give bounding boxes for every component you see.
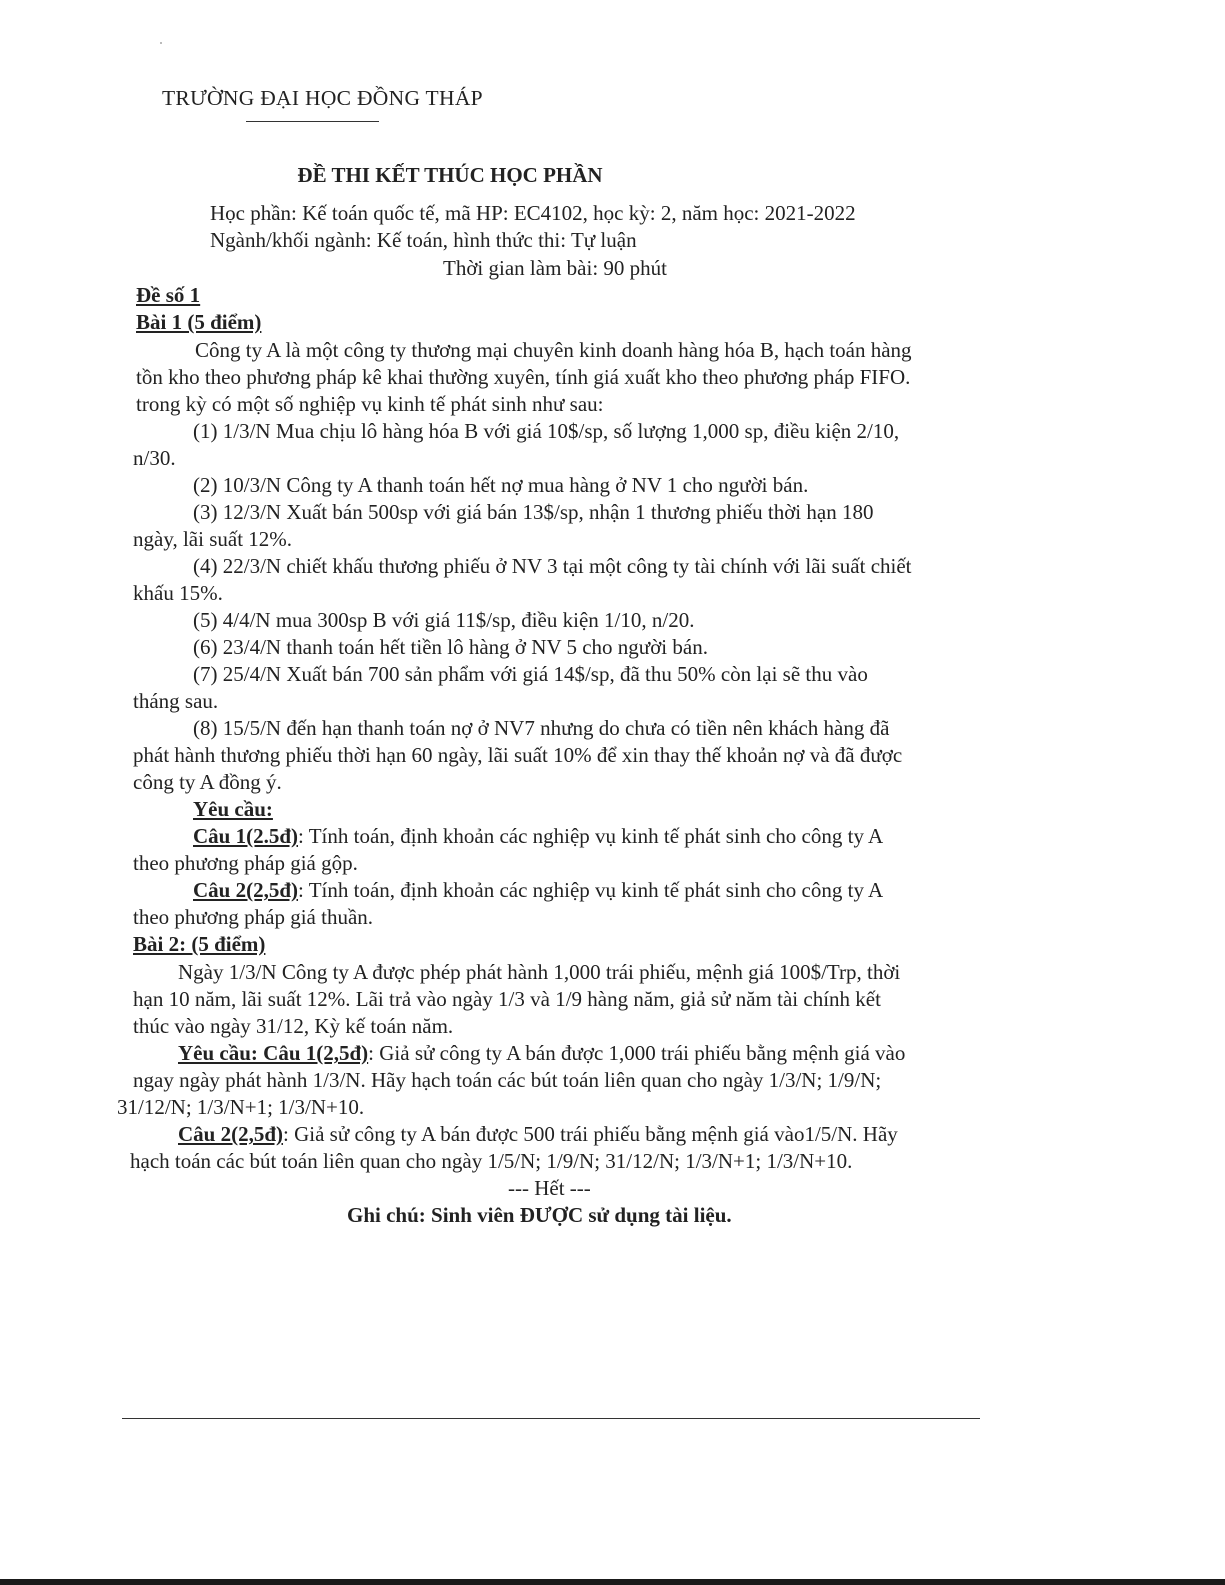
- bai2-question-1-cont: 31/12/N; 1/3/N+1; 1/3/N+10.: [117, 1095, 365, 1119]
- question-label: Câu 2(2,5đ): [193, 878, 299, 902]
- bai2-intro-line: hạn 10 năm, lãi suất 12%. Lãi trả vào ngày 1/3 và 1/9 hàng năm, giả sử năm tài chính kết: [133, 987, 881, 1011]
- transaction-1: (1) 1/3/N Mua chịu lô hàng hóa B với giá 10$/sp, số lượng 1,000 sp, điều kiện 2/10,: [193, 419, 900, 443]
- bai1-intro-line: tồn kho theo phương pháp kê khai thường xuyên, tính giá xuất kho theo phương pháp FIFO.: [136, 365, 911, 389]
- question-text: : Tính toán, định khoản các nghiệp vụ kinh tế phát sinh cho công ty A: [298, 878, 884, 902]
- bai1-question-2-cont: theo phương pháp giá thuần.: [133, 905, 374, 929]
- bai2-intro-line: Ngày 1/3/N Công ty A được phép phát hành 1,000 trái phiếu, mệnh giá 100$/Trp, thời: [178, 960, 901, 984]
- bai1-heading: Bài 1 (5 điểm): [136, 310, 262, 334]
- question-text: : Tính toán, định khoản các nghiệp vụ kinh tế phát sinh cho công ty A: [298, 824, 884, 848]
- transaction-8: (8) 15/5/N đến hạn thanh toán nợ ở NV7 nhưng do chưa có tiền nên khách hàng đã: [193, 716, 890, 740]
- bai1-intro-line: trong kỳ có một số nghiệp vụ kinh tế phát sinh như sau:: [136, 392, 604, 416]
- bai1-intro-line: Công ty A là một công ty thương mại chuyên kinh doanh hàng hóa B, hạch toán hàng: [195, 338, 912, 362]
- question-text: : Giả sử công ty A bán được 500 trái phiếu bằng mệnh giá vào1/5/N. Hãy: [283, 1122, 898, 1146]
- bai2-question-2-cont: hạch toán các bút toán liên quan cho ngày 1/5/N; 1/9/N; 31/12/N; 1/3/N+1; 1/3/N+10.: [130, 1149, 853, 1173]
- requirement-heading: Yêu cầu:: [193, 797, 273, 821]
- bai1-question-2: [193, 878, 883, 903]
- course-line: Học phần: Kế toán quốc tế, mã HP: EC4102, học kỳ: 2, năm học: 2021-2022: [210, 201, 856, 225]
- scan-speck: [160, 42, 162, 44]
- question-label: Câu 1(2.5đ): [193, 824, 299, 848]
- transaction-3-cont: ngày, lãi suất 12%.: [133, 527, 293, 551]
- question-label: Yêu cầu: Câu 1(2,5đ): [178, 1041, 369, 1065]
- exam-version: Đề số 1: [136, 283, 201, 307]
- bai2-question-1: [178, 1041, 905, 1066]
- bai1-question-1-cont: theo phương pháp giá gộp.: [133, 851, 358, 875]
- transaction-7: (7) 25/4/N Xuất bán 700 sản phẩm với giá 14$/sp, đã thu 50% còn lại sẽ thu vào: [193, 662, 868, 686]
- bai1-question-1: [193, 824, 883, 849]
- time-line: Thời gian làm bài: 90 phút: [443, 256, 667, 280]
- page-edge: [0, 1579, 1225, 1585]
- bai2-intro-line: thúc vào ngày 31/12, Kỳ kế toán năm.: [133, 1014, 454, 1038]
- bai2-heading: Bài 2: (5 điểm): [133, 932, 266, 956]
- question-text: : Giả sử công ty A bán được 1,000 trái phiếu bằng mệnh giá vào: [368, 1041, 906, 1065]
- bai2-question-1-cont: ngay ngày phát hành 1/3/N. Hãy hạch toán các bút toán liên quan cho ngày 1/3/N; 1/9/N;: [133, 1068, 882, 1092]
- question-label: Câu 2(2,5đ): [178, 1122, 284, 1146]
- transaction-7-cont: tháng sau.: [133, 689, 219, 713]
- transaction-2: (2) 10/3/N Công ty A thanh toán hết nợ mua hàng ở NV 1 cho người bán.: [193, 473, 809, 497]
- transaction-6: (6) 23/4/N thanh toán hết tiền lô hàng ở NV 5 cho người bán.: [193, 635, 708, 659]
- transaction-5: (5) 4/4/N mua 300sp B với giá 11$/sp, điều kiện 1/10, n/20.: [193, 608, 695, 632]
- transaction-8-cont: công ty A đồng ý.: [133, 770, 282, 794]
- transaction-4: (4) 22/3/N chiết khấu thương phiếu ở NV 3 tại một công ty tài chính với lãi suất chiết: [193, 554, 912, 578]
- transaction-1-cont: n/30.: [133, 446, 176, 470]
- bottom-divider: [122, 1418, 980, 1419]
- end-mark: --- Hết ---: [508, 1176, 591, 1200]
- note: Ghi chú: Sinh viên ĐƯỢC sử dụng tài liệu.: [347, 1203, 732, 1227]
- transaction-8-cont: phát hành thương phiếu thời hạn 60 ngày, lãi suất 10% để xin thay thế khoản nợ và đã được: [133, 743, 903, 767]
- major-line: Ngành/khối ngành: Kế toán, hình thức thi: Tự luận: [210, 228, 637, 252]
- school-name: TRƯỜNG ĐẠI HỌC ĐỒNG THÁP: [162, 86, 483, 110]
- school-underline: [246, 121, 379, 122]
- exam-title: ĐỀ THI KẾT THÚC HỌC PHẦN: [297, 163, 603, 187]
- transaction-4-cont: khấu 15%.: [133, 581, 223, 605]
- transaction-3: (3) 12/3/N Xuất bán 500sp với giá bán 13$/sp, nhận 1 thương phiếu thời hạn 180: [193, 500, 874, 524]
- bai2-question-2: [178, 1122, 898, 1147]
